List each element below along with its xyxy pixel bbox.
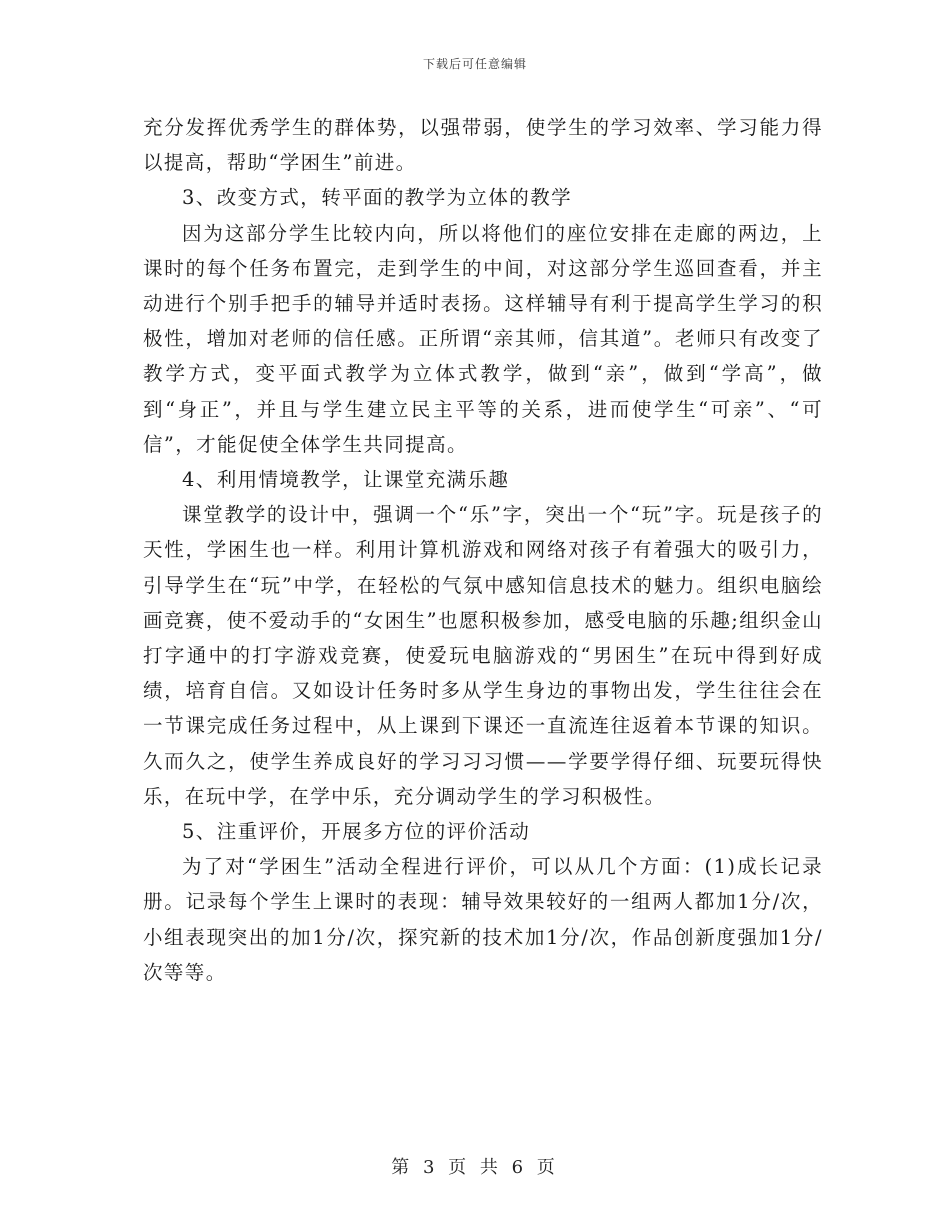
section-heading-3: 3、改变方式，转平面的教学为立体的教学 — [182, 186, 573, 210]
paragraph: 因为这部分学生比较内向，所以将他们的座位安排在走廊的两边，上课时的每个任务布置完，走到学生的中间，对这部分学生巡回查看，并主动进行个别手把手的辅导并适时表扬。这样辅导有利于提高学生学习的积极性，增加对老师的信任感。正所谓“亲其师，信其道”。老师只有改变了教学方式，变平面式教学为立体式教学，做到“亲”，做到“学高”，做到“身正”，并且与学生建立民主平等的关系，进而使学生“可亲”、“可信”，才能促使全体学生共同提高。 — [143, 221, 823, 456]
paragraph: 为了对“学困生”活动全程进行评价，可以从几个方面：(1)成长记录册。记录每个学生上课时的表现：辅导效果较好的一组两人都加1分/次，小组表现突出的加1分/次，探究新的技术加1分/次，作品创新度强加1分/次等等。 — [143, 855, 823, 984]
section-heading-5: 5、注重评价，开展多方位的评价活动 — [182, 820, 531, 844]
paragraph: 充分发挥优秀学生的群体势，以强带弱，使学生的学习效率、学习能力得以提高，帮助“学困生”前进。 — [143, 116, 823, 175]
paragraph: 课堂教学的设计中，强调一个“乐”字，突出一个“玩”字。玩是孩子的天性，学困生也一样。利用计算机游戏和网络对孩子有着强大的吸引力，引导学生在“玩”中学，在轻松的气氛中感知信息技术的魅力。组织电脑绘画竞赛，使不爱动手的“女困生”也愿积极参加，感受电脑的乐趣;组织金山打字通中的打字游戏竞赛，使爱玩电脑游戏的“男困生”在玩中得到好成绩，培育自信。又如设计任务时多从学生身边的事物出发，学生往往会在一节课完成任务过程中，从上课到下课还一直流连往返着本节课的知识。久而久之，使学生养成良好的学习习习惯——学要学得仔细、玩要玩得快乐，在玩中学，在学中乐，充分调动学生的学习积极性。 — [143, 503, 823, 808]
page-header-note: 下载后可任意编辑 — [422, 57, 527, 71]
document-body — [143, 110, 823, 990]
section-heading-4: 4、利用情境教学，让课堂充满乐趣 — [182, 468, 510, 492]
page-number: 第 3 页 共 6 页 — [391, 1157, 559, 1178]
